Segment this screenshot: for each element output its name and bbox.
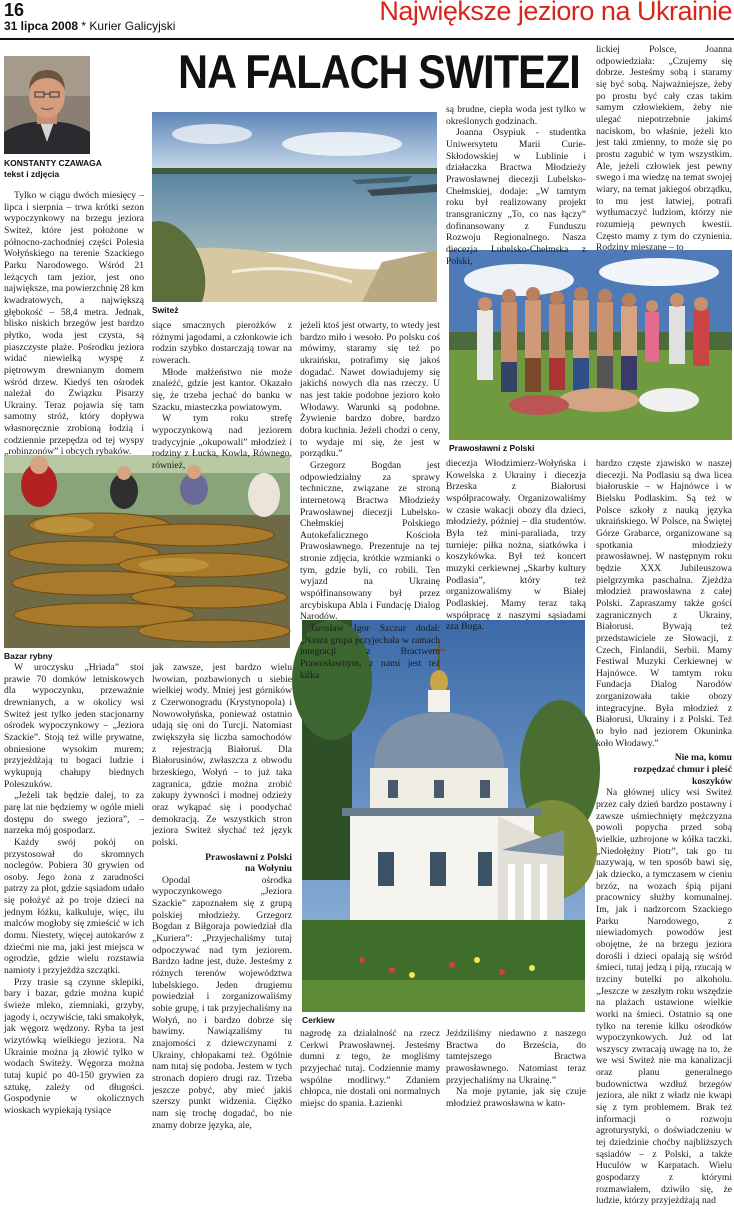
publication-name: Kurier Galicyjski — [89, 19, 176, 33]
paragraph: „Jeżeli tak będzie dalej, to za parę lat nie będziemy w ogóle mieli dostępu do swego jeziora”, – narzeka mój gospodarz. — [4, 790, 144, 837]
column-3-lower — [300, 1028, 440, 1109]
column-4-lower — [446, 1028, 586, 1109]
column-1-upper — [4, 190, 144, 458]
paragraph: bardzo częste zjawisko w naszej diecezji. Na Podlasiu są dwa licea białoruskie – w Hajnówce i w Bielsku Podlaskim. Są też w Polsce szkoły z nauką języka ukraińskiego. W Polsce, na Świętej Górze Grabarce, organizowane są spotkania młodzieży prawosławnej. W następnym roku będzie XXX Jubileuszowa pielgrzymka paschalna. Zjeżdża młodzież prawosławna z całej Polski. Zapraszamy także gości zagranicznych z Ukrainy, Białorusi. Bywają też przedstawiciele ze Słowacji, z Czech, Finlandii, Serbii. Mamy Festiwal Muzyki Cerkiewnej w Hajnówce. W tamtym roku Fundacja Dialog Narodów zorganizowała takie obozy integracyjne. Była młodzież z Białorusi, Ukrainy i z Polski. Też to było nad jeziorem Okuninka koło Włodawy.” — [596, 458, 732, 749]
author-name: KONSTANTY CZAWAGA — [4, 158, 102, 168]
subhead-1a: Prawosławni z Polski — [205, 851, 292, 863]
author-photo — [4, 56, 90, 154]
column-5-lower — [596, 458, 732, 1207]
column-3-upper — [300, 320, 440, 681]
church-photo-caption: Cerkiew — [302, 1015, 335, 1025]
paragraph: W uroczysku „Hriada” stoi prawie 70 domków letniskowych dla wypoczynku, przeważnie drewnianych, a w okolicy wsi Switeż jest tylko jeden stacjonarny ośrodek wypoczynkowy – „Jeziora Szackie”. Stoją też wille prywatne, obniesione wysokim murem; przyjeżdżają tu bogaci ludzie i wykupują chałupy biednych Poleszuków. — [4, 662, 144, 790]
paragraph: Jeździliśmy niedawno z naszego Bractwa do Brześcia, do tamtejszego Bractwa prawosławnego. Natomiast teraz przyjechaliśmy na Ukrainę.” — [446, 1028, 586, 1086]
column-4-middle — [446, 458, 586, 633]
subhead-2a: Nie ma, komu — [674, 752, 732, 764]
paragraph: Tylko w ciągu dwóch miesięcy – lipca i sierpnia – trwa krótki sezon wypoczynkowy na brzegu jeziora Switeż, które jest położone w północno-zachodniej części Polesia Wołyńskiego na terenie Szackiego Parku Narodowego. Wśród 21 leżących tam jezior, jest ono największe, ma powierzchnię 28 km kwadratowych, a największą głębokość – 58,4 metra. Jednak, blisko niskich brzegów jest bardzo płytko, woda jest czysta, są piaszczyste plaże. Pośrodku jeziora widać niewielką wyspę z piętrowym drewnianym domem wśród drzew. Kiedyś ten ośrodek należał do Związku Pisarzy Ukrainy. Teraz pojawia się tam samotny stróż, który dopływa własnoręcznie zrobioną łodzią i codziennie przepędza od tej wyspy „robinzonów” i obcych rybaków. — [4, 190, 144, 458]
issue-date: 31 lipca 2008 — [4, 19, 79, 33]
section-title: Największe jezioro na Ukrainie — [379, 0, 732, 26]
column-5-upper — [596, 44, 732, 254]
paragraph: Joanna Osypiuk - studentka Uniwersytetu Marii Curie-Skłodowskiej w Lublinie i działaczka Bractwa Młodzieży Prawosławnej diecezji Lubelsko-Chełmskiej, dodaje: „W tamtym roku był realizowany projekt transgraniczny „To, co nas łączy” dofinansowany z Funduszu Rozwoju Regionalnego. Nasza diecezja Lubelsko-Chełmska z Polski, — [446, 127, 586, 267]
paragraph: diecezja Włodzimierz-Wołyńska i Kowelska z Ukrainy i diecezja Brzeska z Białorusi współpracowały. Organizowaliśmy w czasie wakacji obozy dla dzieci, młodzieży, później – dla studentów. Była też mini-paraliada, trzy turnieje: piłka nożna, siatkówka i koszykówka. Był też koncert muzyki cerkiewnej „Skarby kultury Podlasia”, który też organizowaliśmy w Białej Podlaskiej. Mamy teraz taką współpracę z naszymi sąsiadami zza Buga. — [446, 458, 586, 633]
author-byline — [4, 158, 144, 180]
column-2-upper — [152, 320, 292, 471]
paragraph: nagrodę za działalność na rzecz Cerkwi Prawosławnej. Jesteśmy dumni z tego, że mogliśmy przyjechać tutaj. Codziennie mamy wspólne modlitwy.” Zdaniem chłopca, nie dostali oni normalnych miejsc do spania. Łazienki — [300, 1028, 440, 1109]
paragraph: Na głównej ulicy wsi Switeż przez cały dzień bardzo postawny i zawsze uśmiechnięty mężczyzna powoli popycha przed sobą wielkie, uzbrojone w kółka taczki. „Niedołężny Piotr”, tak go tu nazywają, w ten sposób bawi się, jak dziecko, a tymczasem w cieniu brzóz, na wozach śpią pijani pracownicy służby komunalnej. Im, jak i nadzorcom Szackiego Parku Narodowego, z niewiadomych powodów jest obojętne, że na brzegu jeziora dorośli i dzieci opalają się wśród śmieci, tutaj jedzą i piją, rzucają w trzciny butelki po alkoholu. „Jeszcze w zeszłym roku wszędzie na plażach ustawione wielkie worki na śmieci. Ostatnio są one tylko na terenie kilku ośrodków wypoczynkowych. Już od lat wszyscy zwracają uwagę na to, że we wsi Switeż nie ma kanalizacji oraz planu generalnego budownictwa wzdłuż brzegów jeziora, ale nikt z władz nie kwapi się z tym problemem. Brak też informacji o rozwoju agroturystyki, o doświadczeniu w tej dziedzinie choćby najbliższych sąsiadów – z Polski, a także Huculów w Karpatach. Wielu gospodarzy z którymi rozmawiałem, dziwiło się, że ludzie, którzy przyjeżdżają nad — [596, 787, 732, 1207]
subhead-1b: na Wołyniu — [244, 863, 292, 875]
dateline — [4, 19, 175, 33]
page-number: 16 — [4, 0, 25, 20]
paragraph: jak zawsze, jest bardzo wielu lwowian, pozbawionych u siebie wielkiej wody. Mniej jest górników z Czerwonogradu (Krystynopola) i Nowowołyńska, ponieważ ostatnio udają się oni do Turcji. Natomiast zwiększyła się liczba samochodów z rejestracją Białoruś. Dla Białorusinów, zwłaszcza z obwodu brzeskiego, Wołyń – to już taka zagranica, gdzie można zrobić zakupy żywności i modnej odzieży oraz wykąpać się i poodychać demokracją. Ze wszystkich stron jeziora Switeż słychać też język polski. — [152, 662, 292, 848]
paragraph: Grzegorz Bogdan jest odpowiedzialny za sprawy techniczne, związane ze stroną internetową Bractwa Młodzieży Prawosławnej diecezji Lubelsko-Chełmskiej Polskiego Autokefalicznego Kościoła Prawosławnego. Prezentuje na tej stronie zdjęcia, krótkie wzmianki o tym, gdzie byli, co robili. Ten wyjazd na Ukrainę współfinansowany był przez arcybiskupa Abla i Fundację Dialog Narodów. — [300, 459, 440, 623]
group-photo — [449, 250, 732, 440]
group-photo-caption: Prawosławni z Polski — [449, 443, 535, 453]
header-rule — [0, 38, 734, 40]
subhead-2b: rozpędzać chmur i pleść koszyków — [633, 764, 732, 787]
paragraph: W tym roku strefę wypoczynkową nad jeziorem tradycyjnie „okupowali” młodzież i rodziny z Łucka, Kowla, Równego, również, — [152, 413, 292, 471]
fish-photo — [4, 455, 290, 648]
paragraph: są brudne, ciepła woda jest tylko w określonych godzinach. — [446, 104, 586, 127]
paragraph: Opodal ośrodka wypoczynkowego „Jeziora Szackie” zapoznałem się z grupą polskiej młodzieży. Grzegorz Bogdan z Biłgoraja powiedział dla „Kuriera”: „Przyjechaliśmy tutaj odpoczywać nad tym jeziorem. Bardzo ładne jest, duże. Jesteśmy z różnych terenów województwa lubelskiego. Jeden drugiemu powiedział i zorganizowaliśmy sobie grupę, i tak przyjechaliśmy na Wołyń, no i bardzo dobrze się bawimy. Nawiązaliśmy tu znajomości z dziewczynami z Ukrainy, chłopakami też. Ogólnie nam tutaj się podoba. Jestem w tych stronach dopiero drugi raz. Trzeba jeszcze pobyć, aby mieć jakiś szerszy punkt widzenia. Ciężko nam się trochę dogadać, bo nie znamy dobrze języka, ale, — [152, 874, 292, 1131]
column-4-upper — [446, 104, 586, 267]
lake-photo-caption: Switeż — [152, 305, 179, 315]
paragraph: Na moje pytanie, jak się czuje młodzież prawosławna w kato- — [446, 1086, 586, 1109]
paragraph: jeżeli ktoś jest otwarty, to wtedy jest bardzo miło i wesoło. Po polsku coś mówimy, staramy się też po ukraińsku, potrafimy się jakoś dogadać. Nawet dowiadujemy się jakichś nowych dla nas rzeczy. U nas jest takie podobne jezioro koło Włodawy. Warunki są podobne. Żywienie bardzo dobre, bardzo dobra kuchnia. Jeżeli chodzi o ceny, to wydaje mi się, że jest w porządku.” — [300, 320, 440, 460]
paragraph: Przy trasie są czynne sklepiki, bary i bazar, gdzie można kupić świeże mleko, ziemniaki, grzyby, jagody i, oczywiście, taki smakołyk, jak węgorz wędzony. Ryba ta jest wizytówką wielkiego jeziora. Na Ukrainie można ją złowić tylko w wodach Switeży. Węgorza można tutaj kupić po 40-150 grywien za sztukę, zależy od długości. Gospodynie w okolicznych wioskach wypiekają tysiące — [4, 976, 144, 1116]
article-headline: NA FALACH SWITEZI — [178, 45, 580, 98]
paragraph: siące smacznych pierożków z różnymi jagodami, a członkowie ich rodzin szybko dostarczają towar na rowerach. — [152, 320, 292, 366]
dateline-separator: * — [81, 19, 87, 33]
paragraph: Każdy swój pokój on przystosował do skromnych noclegów. Pobiera 30 grywien od osoby. Jego żona z zaradności patrzy za płot, gdzie sąsiadom udało się położyć aż po troje dzieci na jednym łóżku, kalkuluje, więc, ilu malców mogłoby się zmieścić w ich domu. Niestety, więcej autokarów z dziećmi nie ma, jaki jest miejsca w ogrodzie, gdzie wielu rozstawia namioty i przyjeżdża szczątki. — [4, 836, 144, 977]
author-credit: tekst i zdjęcia — [4, 169, 60, 179]
paragraph: Młode małżeństwo nie może znaleźć, gdzie jest kantor. Okazało się, że trzeba jechać do banku w Szacku, miasteczka powiatowym. — [152, 366, 292, 413]
paragraph: lickiej Polsce, Joanna odpowiedziała: „Czujemy się dobrze. Jesteśmy sobą i staramy się być sobą. Najważniejsze, żeby po prostu być cały czas takim samym człowiekiem, żeby nie ulegać niepotrzebnie jakimś naciskom, bo właśnie, jeżeli kto jest taki zmienny, to może się po prostu zagubić w tym wszystkim. Ale, jeżeli człowiek jest pewny swego i ma wiedzę na temat swojej wiary, na temat jakiegoś obrządku, to mu jest łatwiej, potrafi wytłumaczyć ludziom, którzy nie rozumieją pewnych kwestii. Często mamy z tym do czynienia. Rodziny mieszane – to — [596, 44, 732, 254]
column-2-lower — [152, 662, 292, 1131]
column-1-lower — [4, 662, 144, 1116]
lake-photo — [152, 112, 437, 302]
fish-photo-caption: Bazar rybny — [4, 651, 53, 661]
paragraph: Jarosław Igor Szczur dodał: „Nasza grupa przyjechała w ramach integracji z Bractwem Prawosławnym, z nami jest też kilka — [300, 623, 440, 681]
